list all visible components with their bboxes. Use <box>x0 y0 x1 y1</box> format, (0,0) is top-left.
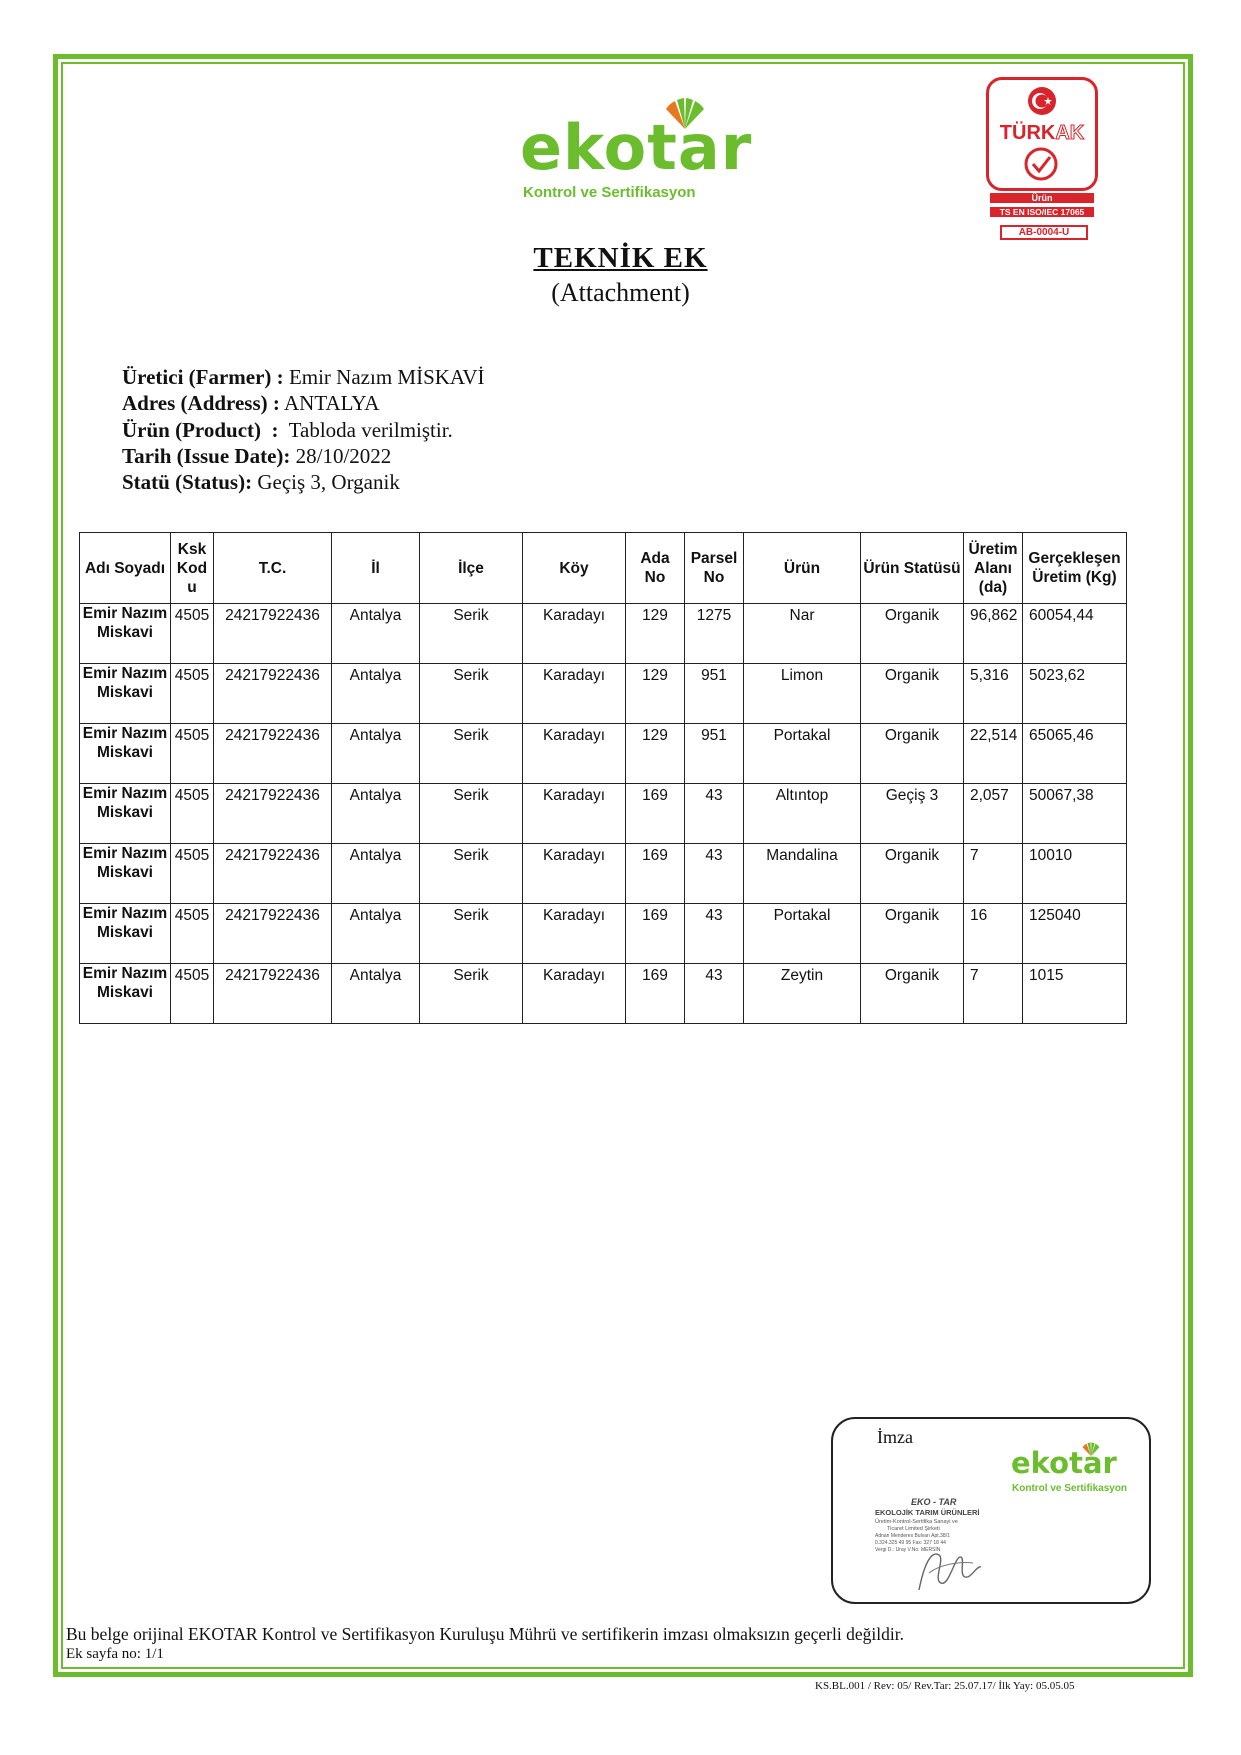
table-cell: Emir Nazım Miskavi <box>80 904 171 964</box>
table-cell: 96,862 <box>964 604 1023 664</box>
column-header: Ürün <box>744 533 861 604</box>
column-header: Ksk Kodu <box>171 533 214 604</box>
column-header: Köy <box>523 533 626 604</box>
table-cell: 24217922436 <box>214 844 332 904</box>
table-cell: Organik <box>861 664 964 724</box>
table-cell: Karadayı <box>523 604 626 664</box>
table-cell: 5023,62 <box>1023 664 1127 724</box>
table-cell: Emir Nazım Miskavi <box>80 844 171 904</box>
turkak-standard: TS EN ISO/IEC 17065 <box>990 207 1094 217</box>
turkak-badge <box>986 77 1098 191</box>
table-row <box>80 964 1127 1024</box>
table-cell: 7 <box>964 964 1023 1024</box>
table-cell: 60054,44 <box>1023 604 1127 664</box>
table-cell: Karadayı <box>523 904 626 964</box>
column-header: İlçe <box>420 533 523 604</box>
table-cell: 43 <box>685 904 744 964</box>
table-row <box>80 664 1127 724</box>
table-cell: Emir Nazım Miskavi <box>80 604 171 664</box>
turkak-code: AB-0004-U <box>1000 225 1088 240</box>
stamp-logo-tagline: Kontrol ve Sertifikasyon <box>1012 1483 1128 1494</box>
table-cell: 4505 <box>171 784 214 844</box>
table-cell: Antalya <box>332 664 420 724</box>
table-cell: 10010 <box>1023 844 1127 904</box>
table-cell: 5,316 <box>964 664 1023 724</box>
table-cell: 1015 <box>1023 964 1127 1024</box>
column-header: Ürün Statüsü <box>861 533 964 604</box>
info-address: Adres (Address) : ANTALYA <box>122 391 380 416</box>
column-header: Parsel No <box>685 533 744 604</box>
table-cell: 7 <box>964 844 1023 904</box>
table-cell: Serik <box>420 904 523 964</box>
logo-tagline: Kontrol ve Sertifikasyon <box>523 184 696 201</box>
table-cell: 24217922436 <box>214 604 332 664</box>
table-cell: 43 <box>685 784 744 844</box>
table-cell: Geçiş 3 <box>861 784 964 844</box>
table-cell: Serik <box>420 964 523 1024</box>
ekotar-logo <box>520 95 753 205</box>
crescent-star-icon <box>1027 86 1057 116</box>
info-status: Statü (Status): Geçiş 3, Organik <box>122 470 400 495</box>
table-cell: Emir Nazım Miskavi <box>80 784 171 844</box>
table-cell: 2,057 <box>964 784 1023 844</box>
table-cell: Zeytin <box>744 964 861 1024</box>
table-cell: 951 <box>685 724 744 784</box>
table-cell: 16 <box>964 904 1023 964</box>
table-row <box>80 904 1127 964</box>
table-cell: 129 <box>626 604 685 664</box>
table-cell: Emir Nazım Miskavi <box>80 964 171 1024</box>
column-header: T.C. <box>214 533 332 604</box>
table-cell: 129 <box>626 664 685 724</box>
table-cell: 125040 <box>1023 904 1127 964</box>
table-cell: 169 <box>626 844 685 904</box>
table-header-row <box>80 533 1127 604</box>
turkak-accreditation-mark <box>986 77 1098 242</box>
table-cell: 4505 <box>171 724 214 784</box>
column-header: Ada No <box>626 533 685 604</box>
table-cell: Serik <box>420 724 523 784</box>
turkak-scope: Ürün <box>990 193 1094 203</box>
table-cell: 22,514 <box>964 724 1023 784</box>
signature-label: İmza <box>877 1427 913 1447</box>
table-cell: Serik <box>420 784 523 844</box>
table-cell: 24217922436 <box>214 664 332 724</box>
table-cell: 24217922436 <box>214 784 332 844</box>
svg-text:0.324.325 49 95 Fax: 327 18 44: 0.324.325 49 95 Fax: 327 18 44 <box>875 1540 946 1546</box>
table-cell: Organik <box>861 904 964 964</box>
table-cell: 169 <box>626 904 685 964</box>
table-cell: Karadayı <box>523 964 626 1024</box>
table-cell: Karadayı <box>523 784 626 844</box>
table-row <box>80 724 1127 784</box>
svg-text:Adnan Menderes Bulvarı Apt.38/: Adnan Menderes Bulvarı Apt.38/1 <box>875 1533 950 1539</box>
column-header: Üretim Alanı (da) <box>964 533 1023 604</box>
table-cell: 4505 <box>171 664 214 724</box>
table-cell: 43 <box>685 964 744 1024</box>
table-row <box>80 604 1127 664</box>
table-cell: Antalya <box>332 604 420 664</box>
document-title: TEKNİK EK <box>533 242 708 274</box>
checkmark-icon <box>1023 146 1059 182</box>
table-cell: Emir Nazım Miskavi <box>80 724 171 784</box>
company-stamp-with-signature <box>869 1495 1039 1595</box>
column-header: Adı Soyadı <box>80 533 171 604</box>
table-cell: Altıntop <box>744 784 861 844</box>
table-cell: Organik <box>861 724 964 784</box>
table-cell: Karadayı <box>523 664 626 724</box>
table-cell: Antalya <box>332 964 420 1024</box>
table-cell: Mandalina <box>744 844 861 904</box>
turkak-wordmark: TÜRKAK <box>999 122 1085 144</box>
table-cell: 951 <box>685 664 744 724</box>
table-cell: 24217922436 <box>214 904 332 964</box>
svg-text:Ticaret Limited Şirketi: Ticaret Limited Şirketi <box>887 1526 940 1532</box>
table-cell: 65065,46 <box>1023 724 1127 784</box>
svg-text:Vergi D.: Uray V.No: MERSİN: Vergi D.: Uray V.No: MERSİN <box>875 1547 941 1553</box>
document-revision-code: KS.BL.001 / Rev: 05/ Rev.Tar: 25.07.17/ İlk Yay: 05.05.05 <box>815 1680 1075 1692</box>
table-cell: Portakal <box>744 904 861 964</box>
info-issue-date: Tarih (Issue Date): 28/10/2022 <box>122 443 392 468</box>
table-cell: 4505 <box>171 964 214 1024</box>
table-cell: Organik <box>861 964 964 1024</box>
table-cell: 4505 <box>171 844 214 904</box>
info-farmer: Üretici (Farmer) : Emir Nazım MİSKAVİ <box>122 365 485 389</box>
table-cell: Antalya <box>332 724 420 784</box>
table-cell: Emir Nazım Miskavi <box>80 664 171 724</box>
document-subtitle: (Attachment) <box>551 278 690 307</box>
column-header: İl <box>332 533 420 604</box>
product-table <box>79 532 1127 1024</box>
table-cell: 169 <box>626 784 685 844</box>
table-cell: Karadayı <box>523 844 626 904</box>
table-cell: Limon <box>744 664 861 724</box>
info-block <box>122 364 485 495</box>
footer-page-number: Ek sayfa no: 1/1 <box>66 1646 164 1662</box>
table-cell: Organik <box>861 844 964 904</box>
logo-wordmark: ekotar <box>520 111 753 184</box>
table-cell: Organik <box>861 604 964 664</box>
table-row <box>80 844 1127 904</box>
info-product: Ürün (Product) : Tabloda verilmiştir. <box>122 417 453 442</box>
table-cell: 43 <box>685 844 744 904</box>
svg-text:EKOLOJİK TARIM ÜRÜNLERİ: EKOLOJİK TARIM ÜRÜNLERİ <box>875 1508 980 1517</box>
table-cell: 169 <box>626 964 685 1024</box>
table-cell: 50067,38 <box>1023 784 1127 844</box>
table-cell: Karadayı <box>523 724 626 784</box>
column-header: Gerçekleşen Üretim (Kg) <box>1023 533 1127 604</box>
table-cell: 4505 <box>171 604 214 664</box>
table-cell: Portakal <box>744 724 861 784</box>
table-cell: Serik <box>420 604 523 664</box>
table-cell: 4505 <box>171 904 214 964</box>
table-cell: Antalya <box>332 784 420 844</box>
table-cell: 24217922436 <box>214 964 332 1024</box>
table-cell: Serik <box>420 844 523 904</box>
signature-box <box>831 1417 1151 1604</box>
table-cell: Antalya <box>332 904 420 964</box>
table-cell: Nar <box>744 604 861 664</box>
table-cell: 129 <box>626 724 685 784</box>
svg-text:EKO - TAR: EKO - TAR <box>911 1497 957 1507</box>
svg-text:Üretim-Kontrol-Sertifika Sanay: Üretim-Kontrol-Sertifika Sanayi ve <box>875 1519 958 1525</box>
table-row <box>80 784 1127 844</box>
footer-validity-note: Bu belge orijinal EKOTAR Kontrol ve Sertifikasyon Kuruluşu Mührü ve sertifikerin imzası olmaksızın geçerli değildir. <box>66 1624 904 1644</box>
stamp-logo-wordmark: ekotar <box>1011 1446 1117 1480</box>
table-cell: 1275 <box>685 604 744 664</box>
table-cell: Antalya <box>332 844 420 904</box>
table-cell: 24217922436 <box>214 724 332 784</box>
table-cell: Serik <box>420 664 523 724</box>
